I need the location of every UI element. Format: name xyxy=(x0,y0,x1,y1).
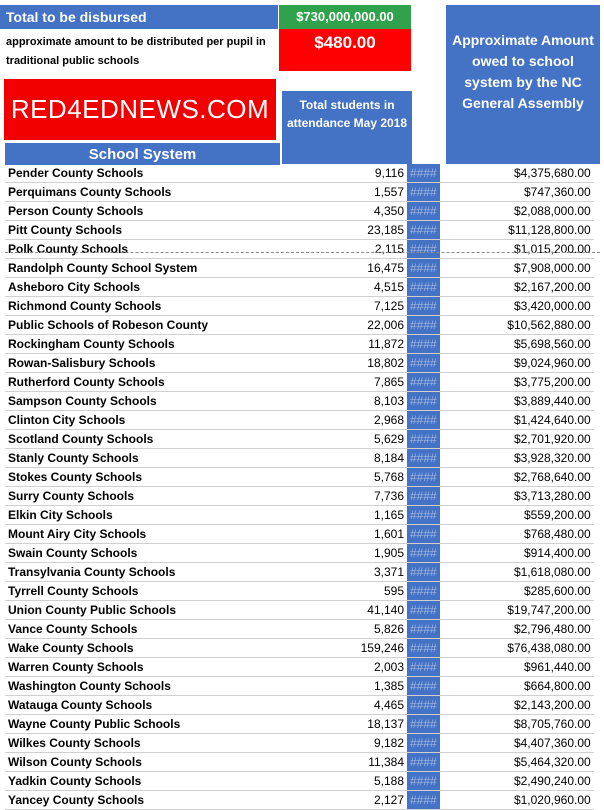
school-name-cell: Person County Schools xyxy=(5,202,279,221)
students-cell: 11,384 xyxy=(279,753,407,772)
table-row xyxy=(5,354,594,373)
school-name-cell: Elkin City Schools xyxy=(5,506,279,525)
students-cell: 4,465 xyxy=(279,696,407,715)
school-name-cell: Yancey County Schools xyxy=(5,791,279,810)
amount-owed-cell: $76,438,080.00 xyxy=(440,639,594,658)
school-name-cell: Surry County Schools xyxy=(5,487,279,506)
table-body xyxy=(5,164,594,810)
overflow-cell: #### xyxy=(407,449,440,468)
students-cell: 2,127 xyxy=(279,791,407,810)
amount-owed-cell: $4,375,680.00 xyxy=(440,164,594,183)
students-cell: 41,140 xyxy=(279,601,407,620)
school-name-cell: Vance County Schools xyxy=(5,620,279,639)
overflow-cell: #### xyxy=(407,601,440,620)
amount-owed-cell: $19,747,200.00 xyxy=(440,601,594,620)
overflow-cell: #### xyxy=(407,221,440,240)
amount-owed-cell: $285,600.00 xyxy=(440,582,594,601)
table-row xyxy=(5,487,594,506)
amount-owed-cell: $9,024,960.00 xyxy=(440,354,594,373)
school-systems-table xyxy=(5,164,594,810)
students-cell: 4,515 xyxy=(279,278,407,297)
overflow-cell: #### xyxy=(407,373,440,392)
school-name-cell: Stanly County Schools xyxy=(5,449,279,468)
table-row xyxy=(5,449,594,468)
students-cell: 159,246 xyxy=(279,639,407,658)
students-column-header: Total students in attendance May 2018 xyxy=(282,91,412,164)
table-row xyxy=(5,373,594,392)
table-row xyxy=(5,601,594,620)
students-cell: 5,826 xyxy=(279,620,407,639)
total-disbursed-label: Total to be disbursed xyxy=(0,5,278,29)
amount-owed-cell: $3,420,000.00 xyxy=(440,297,594,316)
total-disbursed-amount: $730,000,000.00 xyxy=(279,5,411,29)
students-cell: 1,601 xyxy=(279,525,407,544)
students-cell: 2,115 xyxy=(279,240,407,259)
overflow-cell: #### xyxy=(407,335,440,354)
table-row xyxy=(5,221,594,240)
school-name-cell: Transylvania County Schools xyxy=(5,563,279,582)
students-cell: 7,125 xyxy=(279,297,407,316)
overflow-cell: #### xyxy=(407,734,440,753)
amount-owed-cell: $2,796,480.00 xyxy=(440,620,594,639)
school-name-cell: Rockingham County Schools xyxy=(5,335,279,354)
amount-owed-column-header: Approximate Amount owed to school system by the NC General Assembly xyxy=(446,5,600,164)
students-cell: 11,872 xyxy=(279,335,407,354)
table-row xyxy=(5,240,594,259)
table-row xyxy=(5,202,594,221)
overflow-cell: #### xyxy=(407,696,440,715)
overflow-cell: #### xyxy=(407,202,440,221)
dashed-divider xyxy=(5,252,600,253)
students-cell: 8,103 xyxy=(279,392,407,411)
school-name-cell: Polk County Schools xyxy=(5,240,279,259)
overflow-cell: #### xyxy=(407,658,440,677)
students-cell: 9,116 xyxy=(279,164,407,183)
students-cell: 4,350 xyxy=(279,202,407,221)
students-cell: 5,768 xyxy=(279,468,407,487)
students-cell: 1,165 xyxy=(279,506,407,525)
school-name-cell: Wake County Schools xyxy=(5,639,279,658)
amount-owed-cell: $3,713,280.00 xyxy=(440,487,594,506)
school-name-cell: Pender County Schools xyxy=(5,164,279,183)
amount-owed-cell: $2,768,640.00 xyxy=(440,468,594,487)
table-row xyxy=(5,772,594,791)
amount-owed-cell: $747,360.00 xyxy=(440,183,594,202)
students-cell: 5,188 xyxy=(279,772,407,791)
overflow-cell: #### xyxy=(407,715,440,734)
school-name-cell: Sampson County Schools xyxy=(5,392,279,411)
overflow-cell: #### xyxy=(407,183,440,202)
school-name-cell: Public Schools of Robeson County xyxy=(5,316,279,335)
table-row xyxy=(5,677,594,696)
overflow-cell: #### xyxy=(407,639,440,658)
table-row xyxy=(5,658,594,677)
amount-owed-cell: $2,490,240.00 xyxy=(440,772,594,791)
students-cell: 22,006 xyxy=(279,316,407,335)
school-name-cell: Rowan-Salisbury Schools xyxy=(5,354,279,373)
table-row xyxy=(5,715,594,734)
school-name-cell: Rutherford County Schools xyxy=(5,373,279,392)
students-cell: 8,184 xyxy=(279,449,407,468)
school-name-cell: Watauga County Schools xyxy=(5,696,279,715)
students-cell: 18,137 xyxy=(279,715,407,734)
table-row xyxy=(5,753,594,772)
amount-owed-cell: $961,440.00 xyxy=(440,658,594,677)
table-row xyxy=(5,392,594,411)
amount-owed-cell: $8,705,760.00 xyxy=(440,715,594,734)
school-name-cell: Stokes County Schools xyxy=(5,468,279,487)
overflow-cell: #### xyxy=(407,259,440,278)
students-cell: 9,182 xyxy=(279,734,407,753)
school-name-cell: Pitt County Schools xyxy=(5,221,279,240)
overflow-cell: #### xyxy=(407,582,440,601)
students-cell: 2,003 xyxy=(279,658,407,677)
school-name-cell: Yadkin County Schools xyxy=(5,772,279,791)
school-name-cell: Randolph County School System xyxy=(5,259,279,278)
table-row xyxy=(5,430,594,449)
overflow-cell: #### xyxy=(407,620,440,639)
overflow-cell: #### xyxy=(407,430,440,449)
students-cell: 7,865 xyxy=(279,373,407,392)
students-cell: 1,385 xyxy=(279,677,407,696)
school-name-cell: Wilkes County Schools xyxy=(5,734,279,753)
school-system-column-header: School System xyxy=(5,143,280,165)
overflow-cell: #### xyxy=(407,468,440,487)
students-cell: 5,629 xyxy=(279,430,407,449)
amount-owed-cell: $3,889,440.00 xyxy=(440,392,594,411)
overflow-cell: #### xyxy=(407,791,440,810)
overflow-cell: #### xyxy=(407,544,440,563)
students-cell: 595 xyxy=(279,582,407,601)
school-name-cell: Wayne County Public Schools xyxy=(5,715,279,734)
students-cell: 1,557 xyxy=(279,183,407,202)
table-row xyxy=(5,734,594,753)
students-cell: 3,371 xyxy=(279,563,407,582)
amount-owed-cell: $2,143,200.00 xyxy=(440,696,594,715)
overflow-cell: #### xyxy=(407,753,440,772)
amount-owed-cell: $1,020,960.00 xyxy=(440,791,594,810)
amount-owed-cell: $5,698,560.00 xyxy=(440,335,594,354)
table-row xyxy=(5,297,594,316)
table-row xyxy=(5,620,594,639)
amount-owed-cell: $768,480.00 xyxy=(440,525,594,544)
students-cell: 16,475 xyxy=(279,259,407,278)
overflow-cell: #### xyxy=(407,354,440,373)
amount-owed-cell: $4,407,360.00 xyxy=(440,734,594,753)
students-cell: 2,968 xyxy=(279,411,407,430)
overflow-cell: #### xyxy=(407,240,440,259)
table-row xyxy=(5,259,594,278)
table-row xyxy=(5,183,594,202)
table-row xyxy=(5,582,594,601)
amount-owed-cell: $1,618,080.00 xyxy=(440,563,594,582)
overflow-cell: #### xyxy=(407,487,440,506)
students-cell: 18,802 xyxy=(279,354,407,373)
amount-owed-cell: $664,800.00 xyxy=(440,677,594,696)
amount-owed-cell: $2,088,000.00 xyxy=(440,202,594,221)
table-row xyxy=(5,563,594,582)
table-row xyxy=(5,468,594,487)
overflow-cell: #### xyxy=(407,525,440,544)
amount-owed-cell: $3,775,200.00 xyxy=(440,373,594,392)
per-pupil-label: approximate amount to be distributed per pupil in traditional public schools xyxy=(6,36,266,67)
overflow-cell: #### xyxy=(407,563,440,582)
overflow-cell: #### xyxy=(407,297,440,316)
table-row xyxy=(5,278,594,297)
amount-owed-cell: $559,200.00 xyxy=(440,506,594,525)
overflow-cell: #### xyxy=(407,411,440,430)
overflow-cell: #### xyxy=(407,392,440,411)
table-row xyxy=(5,544,594,563)
amount-owed-cell: $2,701,920.00 xyxy=(440,430,594,449)
amount-owed-cell: $7,908,000.00 xyxy=(440,259,594,278)
amount-owed-cell: $1,015,200.00 xyxy=(440,240,594,259)
school-name-cell: Swain County Schools xyxy=(5,544,279,563)
table-row xyxy=(5,411,594,430)
overflow-cell: #### xyxy=(407,164,440,183)
amount-owed-cell: $5,464,320.00 xyxy=(440,753,594,772)
red4ednews-logo: RED4EDNEWS.COM xyxy=(4,79,276,140)
students-cell: 1,905 xyxy=(279,544,407,563)
amount-owed-cell: $11,128,800.00 xyxy=(440,221,594,240)
school-name-cell: Warren County Schools xyxy=(5,658,279,677)
per-pupil-amount: $480.00 xyxy=(279,29,411,71)
overflow-cell: #### xyxy=(407,772,440,791)
school-name-cell: Tyrrell County Schools xyxy=(5,582,279,601)
school-name-cell: Clinton City Schools xyxy=(5,411,279,430)
overflow-cell: #### xyxy=(407,677,440,696)
school-name-cell: Mount Airy City Schools xyxy=(5,525,279,544)
school-name-cell: Union County Public Schools xyxy=(5,601,279,620)
school-name-cell: Asheboro City Schools xyxy=(5,278,279,297)
table-row xyxy=(5,164,594,183)
overflow-cell: #### xyxy=(407,316,440,335)
school-name-cell: Richmond County Schools xyxy=(5,297,279,316)
table-row xyxy=(5,506,594,525)
amount-owed-cell: $2,167,200.00 xyxy=(440,278,594,297)
overflow-cell: #### xyxy=(407,278,440,297)
amount-owed-cell: $10,562,880.00 xyxy=(440,316,594,335)
school-name-cell: Perquimans County Schools xyxy=(5,183,279,202)
table-row xyxy=(5,335,594,354)
school-name-cell: Wilson County Schools xyxy=(5,753,279,772)
students-cell: 23,185 xyxy=(279,221,407,240)
students-cell: 7,736 xyxy=(279,487,407,506)
amount-owed-cell: $1,424,640.00 xyxy=(440,411,594,430)
school-name-cell: Scotland County Schools xyxy=(5,430,279,449)
table-row xyxy=(5,791,594,810)
table-row xyxy=(5,639,594,658)
table-row xyxy=(5,696,594,715)
table-row xyxy=(5,316,594,335)
overflow-cell: #### xyxy=(407,506,440,525)
amount-owed-cell: $3,928,320.00 xyxy=(440,449,594,468)
table-row xyxy=(5,525,594,544)
amount-owed-cell: $914,400.00 xyxy=(440,544,594,563)
school-name-cell: Washington County Schools xyxy=(5,677,279,696)
